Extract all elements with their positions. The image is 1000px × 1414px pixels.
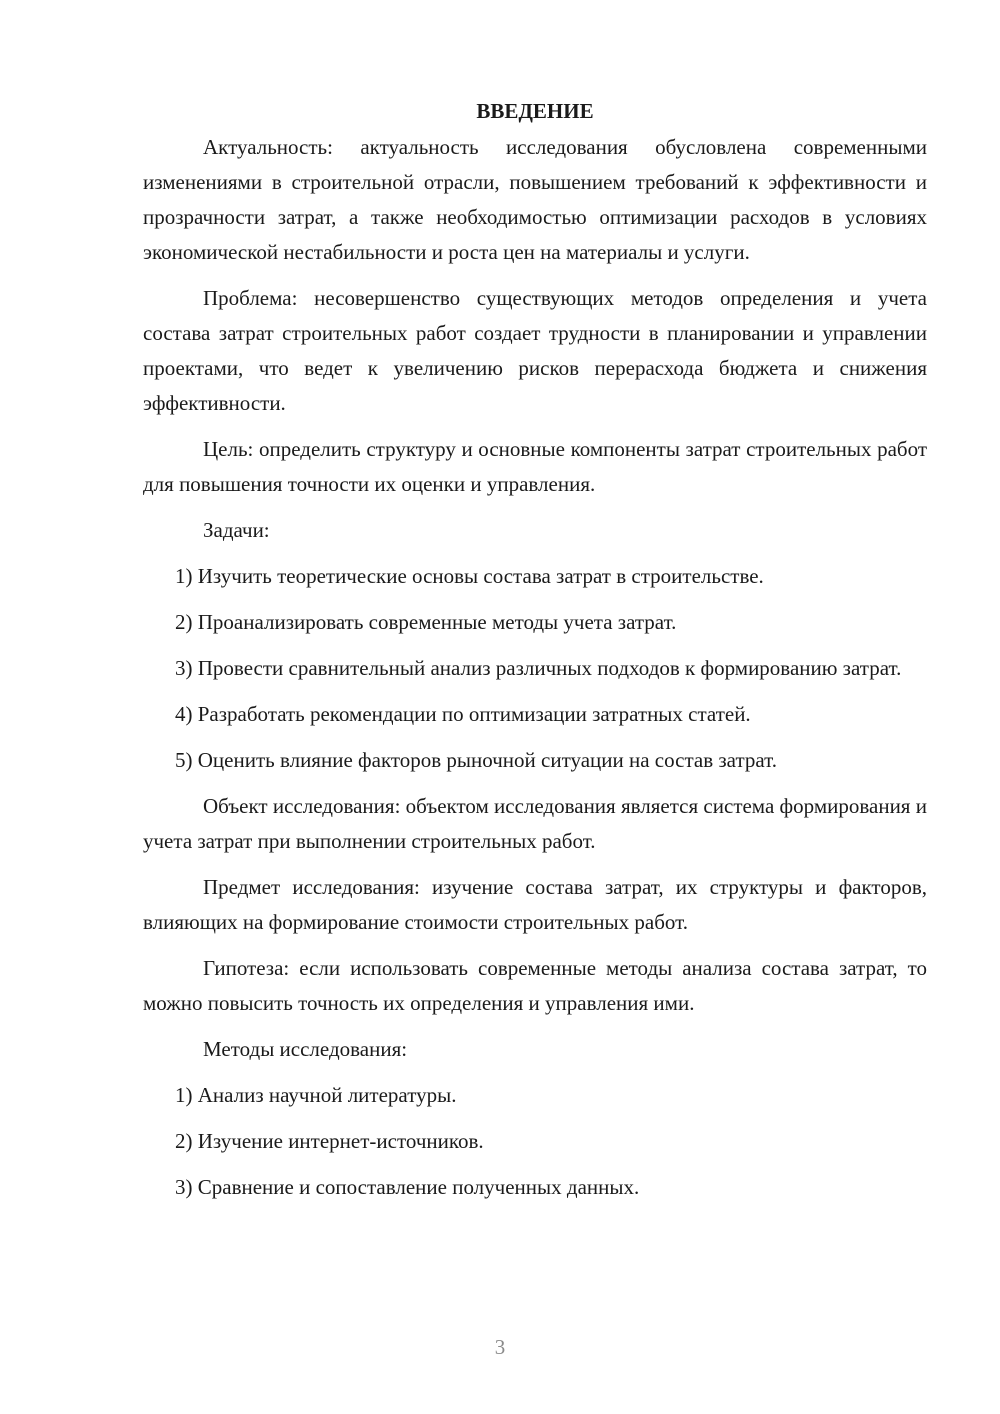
methods-heading: Методы исследования:	[203, 1037, 408, 1061]
method-item-1: 1) Анализ научной литературы.	[175, 1083, 457, 1107]
tasks-heading: Задачи:	[203, 518, 270, 542]
document-page	[143, 96, 927, 1216]
section-title: ВВЕДЕНИЕ	[476, 99, 594, 123]
object-paragraph: Объект исследования: объектом исследования является система формирования и учета затрат при выполнении строительных работ.	[143, 794, 927, 853]
task-item-3: 3) Провести сравнительный анализ различных подходов к формированию затрат.	[175, 656, 902, 680]
subject-paragraph: Предмет исследования: изучение состава затрат, их структуры и факторов, влияющих на формирование стоимости строительных работ.	[143, 875, 927, 934]
task-item-5: 5) Оценить влияние факторов рыночной ситуации на состав затрат.	[175, 748, 778, 772]
page-number: 3	[494, 1335, 506, 1359]
problem-paragraph: Проблема: несовершенство существующих методов определения и учета состава затрат строительных работ создает трудности в планировании и управлении проектами, что ведет к увеличению рисков перерасхода бюджета и снижения эффективности.	[143, 286, 927, 415]
goal-paragraph: Цель: определить структуру и основные компоненты затрат строительных работ для повышения точности их оценки и управления.	[143, 437, 927, 496]
method-item-2: 2) Изучение интернет-источников.	[175, 1129, 484, 1153]
task-item-4: 4) Разработать рекомендации по оптимизации затратных статей.	[175, 702, 751, 726]
hypothesis-paragraph: Гипотеза: если использовать современные методы анализа состава затрат, то можно повысить точность их определения и управления ими.	[143, 956, 927, 1015]
method-item-3: 3) Сравнение и сопоставление полученных данных.	[175, 1175, 640, 1199]
task-item-2: 2) Проанализировать современные методы учета затрат.	[175, 610, 677, 634]
task-item-1: 1) Изучить теоретические основы состава затрат в строительстве.	[175, 564, 764, 588]
relevance-paragraph: Актуальность: актуальность исследования обусловлена современными изменениями в строительной отрасли, повышением требований к эффективности и прозрачности затрат, а также необходимостью оптимизации расходов в условиях экономической нестабильности и роста цен на материалы и услуги.	[143, 135, 927, 264]
